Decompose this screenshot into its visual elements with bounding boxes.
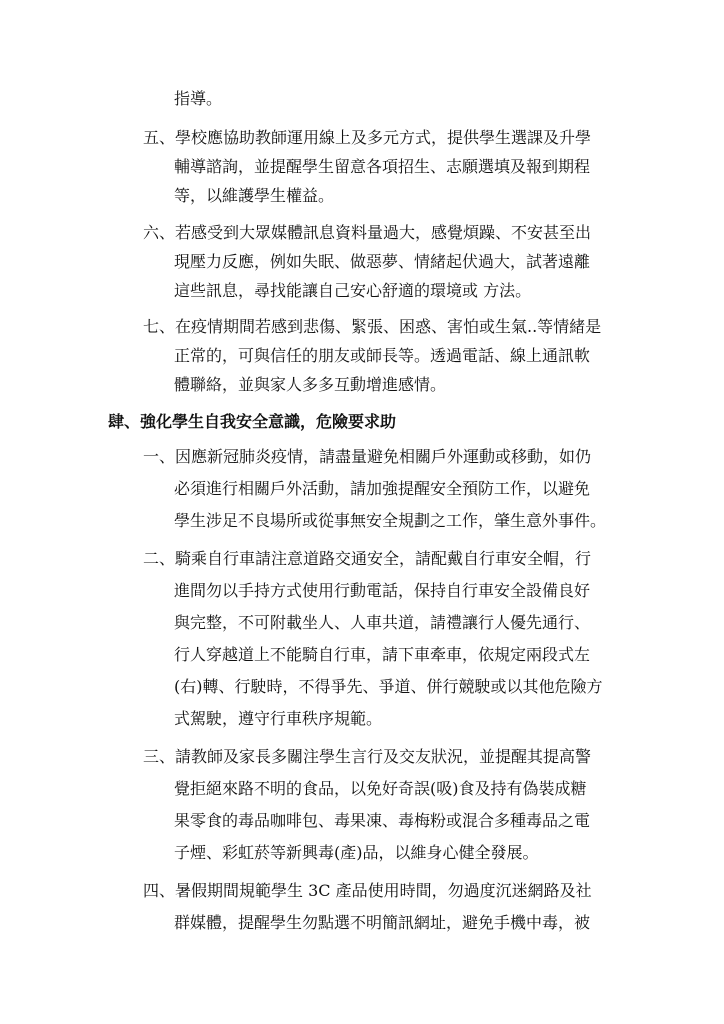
item-5-line-2: 輔導諮詢，並提醒學生留意各項招生、志願選填及報到期程 — [174, 157, 591, 176]
item-7-line-2: 正常的，可與信任的朋友或師長等。透過電話、線上通訊軟 — [174, 346, 591, 365]
item-3-line-4: 子煙、彩虹菸等新興毒(產)品，以維身心健全發展。 — [174, 843, 539, 862]
item-3-line-2: 覺拒絕來路不明的食品，以免好奇誤(吸)食及持有偽裝成糖 — [174, 779, 587, 798]
intro-line: 指導。 — [174, 89, 223, 108]
item-3-line-1: 三、請教師及家長多關注學生言行及交友狀況，並提醒其提高警 — [143, 747, 592, 766]
item-2-line-4: 行人穿越道上不能騎自行車，請下車牽車，依規定兩段式左 — [174, 645, 591, 664]
item-6-line-2: 現壓力反應，例如失眠、做惡夢、情緒起伏過大，試著遠離 — [174, 252, 591, 271]
item-1-line-3: 學生涉足不良場所或從事無安全規劃之工作，肇生意外事件。 — [174, 511, 607, 530]
item-7-line-3: 體聯絡，並與家人多多互動增進感情。 — [174, 375, 447, 394]
item-2-line-5: (右)轉、行駛時，不得爭先、爭道、併行競駛或以其他危險方 — [174, 677, 603, 696]
item-6-line-1: 六、若感受到大眾媒體訊息資料量過大，感覺煩躁、不安甚至出 — [143, 223, 592, 242]
section-heading: 肆、強化學生自我安全意識，危險要求助 — [108, 412, 397, 431]
item-6-line-3: 這些訊息，尋找能讓自己安心舒適的環境或 方法。 — [174, 281, 532, 300]
item-4-line-1: 四、暑假期間規範學生 3C 產品使用時間，勿過度沉迷網路及社 — [143, 881, 592, 900]
item-1-line-1: 一、因應新冠肺炎疫情，請盡量避免相關戶外運動或移動，如仍 — [143, 447, 592, 466]
item-5-line-3: 等，以維護學生權益。 — [174, 186, 335, 205]
item-2-line-6: 式駕駛，遵守行車秩序規範。 — [174, 709, 383, 728]
item-1-line-2: 必須進行相關戶外活動，請加強提醒安全預防工作，以避免 — [174, 479, 591, 498]
item-7-line-1: 七、在疫情期間若感到悲傷、緊張、困惑、害怕或生氣..等情緒是 — [143, 317, 602, 336]
item-4-line-2: 群媒體，提醒學生勿點選不明簡訊網址，避免手機中毒，被 — [174, 913, 591, 932]
item-2-line-3: 與完整，不可附載坐人、人車共道，請禮讓行人優先通行、 — [174, 613, 591, 632]
item-3-line-3: 果零食的毒品咖啡包、毒果凍、毒梅粉或混合多種毒品之電 — [174, 811, 591, 830]
item-2-line-2: 進間勿以手持方式使用行動電話，保持自行車安全設備良好 — [174, 581, 591, 600]
item-2-line-1: 二、騎乘自行車請注意道路交通安全，請配戴自行車安全帽，行 — [143, 549, 592, 568]
item-5-line-1: 五、學校應協助教師運用線上及多元方式，提供學生選課及升學 — [143, 128, 592, 147]
